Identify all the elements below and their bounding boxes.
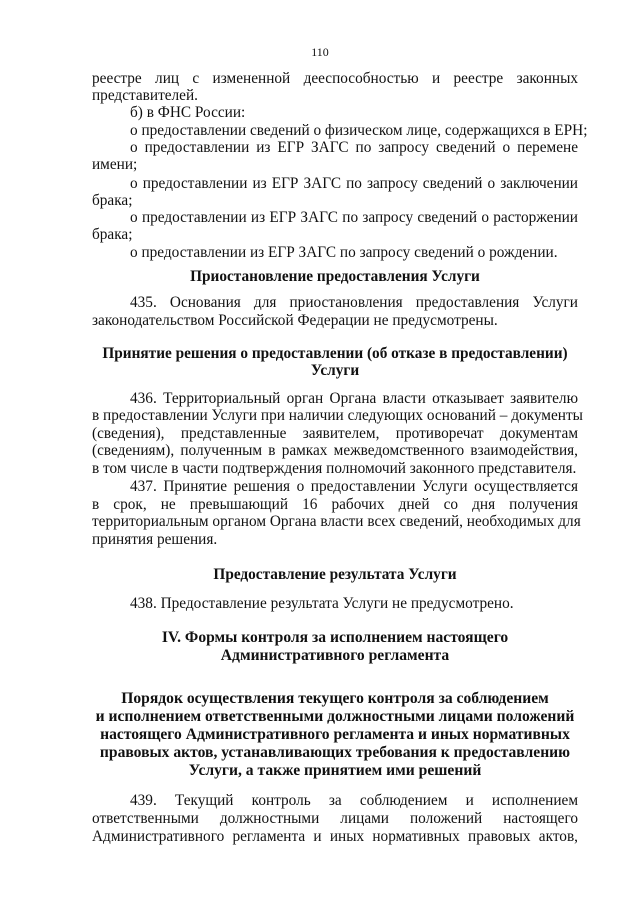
- section-heading: Предоставление результата Услуги: [213, 566, 457, 583]
- body-line: о предоставлении из ЕГР ЗАГС по запросу сведений о заключении: [130, 175, 578, 192]
- body-line: принятия решения.: [92, 531, 218, 548]
- section-heading: и исполнением ответственными должностными лицами положений: [95, 708, 575, 725]
- chapter-heading: IV. Формы контроля за исполнением настоящего: [161, 629, 509, 646]
- section-heading: Услуги, а также принятием ими решений: [188, 762, 482, 779]
- chapter-heading: Административного регламента: [220, 647, 450, 664]
- section-heading: Принятие решения о предоставлении (об отказе в предоставлении): [102, 345, 568, 362]
- body-line: 437. Принятие решения о предоставлении Услуги осуществляется: [130, 478, 578, 495]
- body-line: в предоставлении Услуги при наличии следующих оснований – документы: [92, 407, 583, 424]
- body-line: о предоставлении из ЕГР ЗАГС по запросу сведений о расторжении: [130, 209, 578, 226]
- body-line: (сведениям), полученным в рамках межведомственного взаимодействия,: [92, 442, 578, 459]
- body-line: брака;: [92, 226, 133, 243]
- body-line: брака;: [92, 192, 133, 209]
- section-heading: Приостановление предоставления Услуги: [190, 268, 480, 285]
- body-line: в срок, не превышающий 16 рабочих дней со дня получения: [92, 496, 578, 513]
- body-line: 438. Предоставление результата Услуги не предусмотрено.: [130, 595, 514, 612]
- body-line: 439. Текущий контроль за соблюдением и исполнением: [130, 792, 578, 809]
- page-number: 110: [311, 45, 329, 59]
- section-heading: Услуги: [310, 362, 360, 379]
- body-line: (сведения), представленные заявителем, противоречат документам: [92, 425, 578, 442]
- body-line: 436. Территориальный орган Органа власти отказывает заявителю: [130, 390, 578, 407]
- body-line: о предоставлении из ЕГР ЗАГС по запросу сведений о рождении.: [130, 244, 558, 261]
- body-line: в том числе в части подтверждения полномочий законного представителя.: [92, 460, 577, 477]
- body-line: законодательством Российской Федерации не предусмотрены.: [92, 312, 498, 329]
- body-line: ответственными должностными лицами положений настоящего: [92, 810, 578, 827]
- body-line: о предоставлении сведений о физическом лице, содержащихся в ЕРН;: [130, 122, 588, 139]
- section-heading: правовых актов, устанавливающих требования к предоставлению: [99, 744, 571, 761]
- body-line: о предоставлении из ЕГР ЗАГС по запросу сведений о перемене: [130, 139, 578, 156]
- body-line: 435. Основания для приостановления предоставления Услуги: [130, 294, 578, 311]
- body-line: представителей.: [92, 87, 198, 104]
- section-heading: Порядок осуществления текущего контроля за соблюдением: [121, 690, 549, 707]
- body-line: Административного регламента и иных нормативных правовых актов,: [92, 828, 578, 845]
- body-line: б) в ФНС России:: [130, 104, 246, 121]
- section-heading: настоящего Административного регламента и иных нормативных: [100, 726, 570, 743]
- body-line: территориальным органом Органа власти всех сведений, необходимых для: [92, 513, 581, 530]
- body-line: реестре лиц с измененной дееспособностью и реестре законных: [92, 70, 578, 87]
- body-line: имени;: [92, 156, 138, 173]
